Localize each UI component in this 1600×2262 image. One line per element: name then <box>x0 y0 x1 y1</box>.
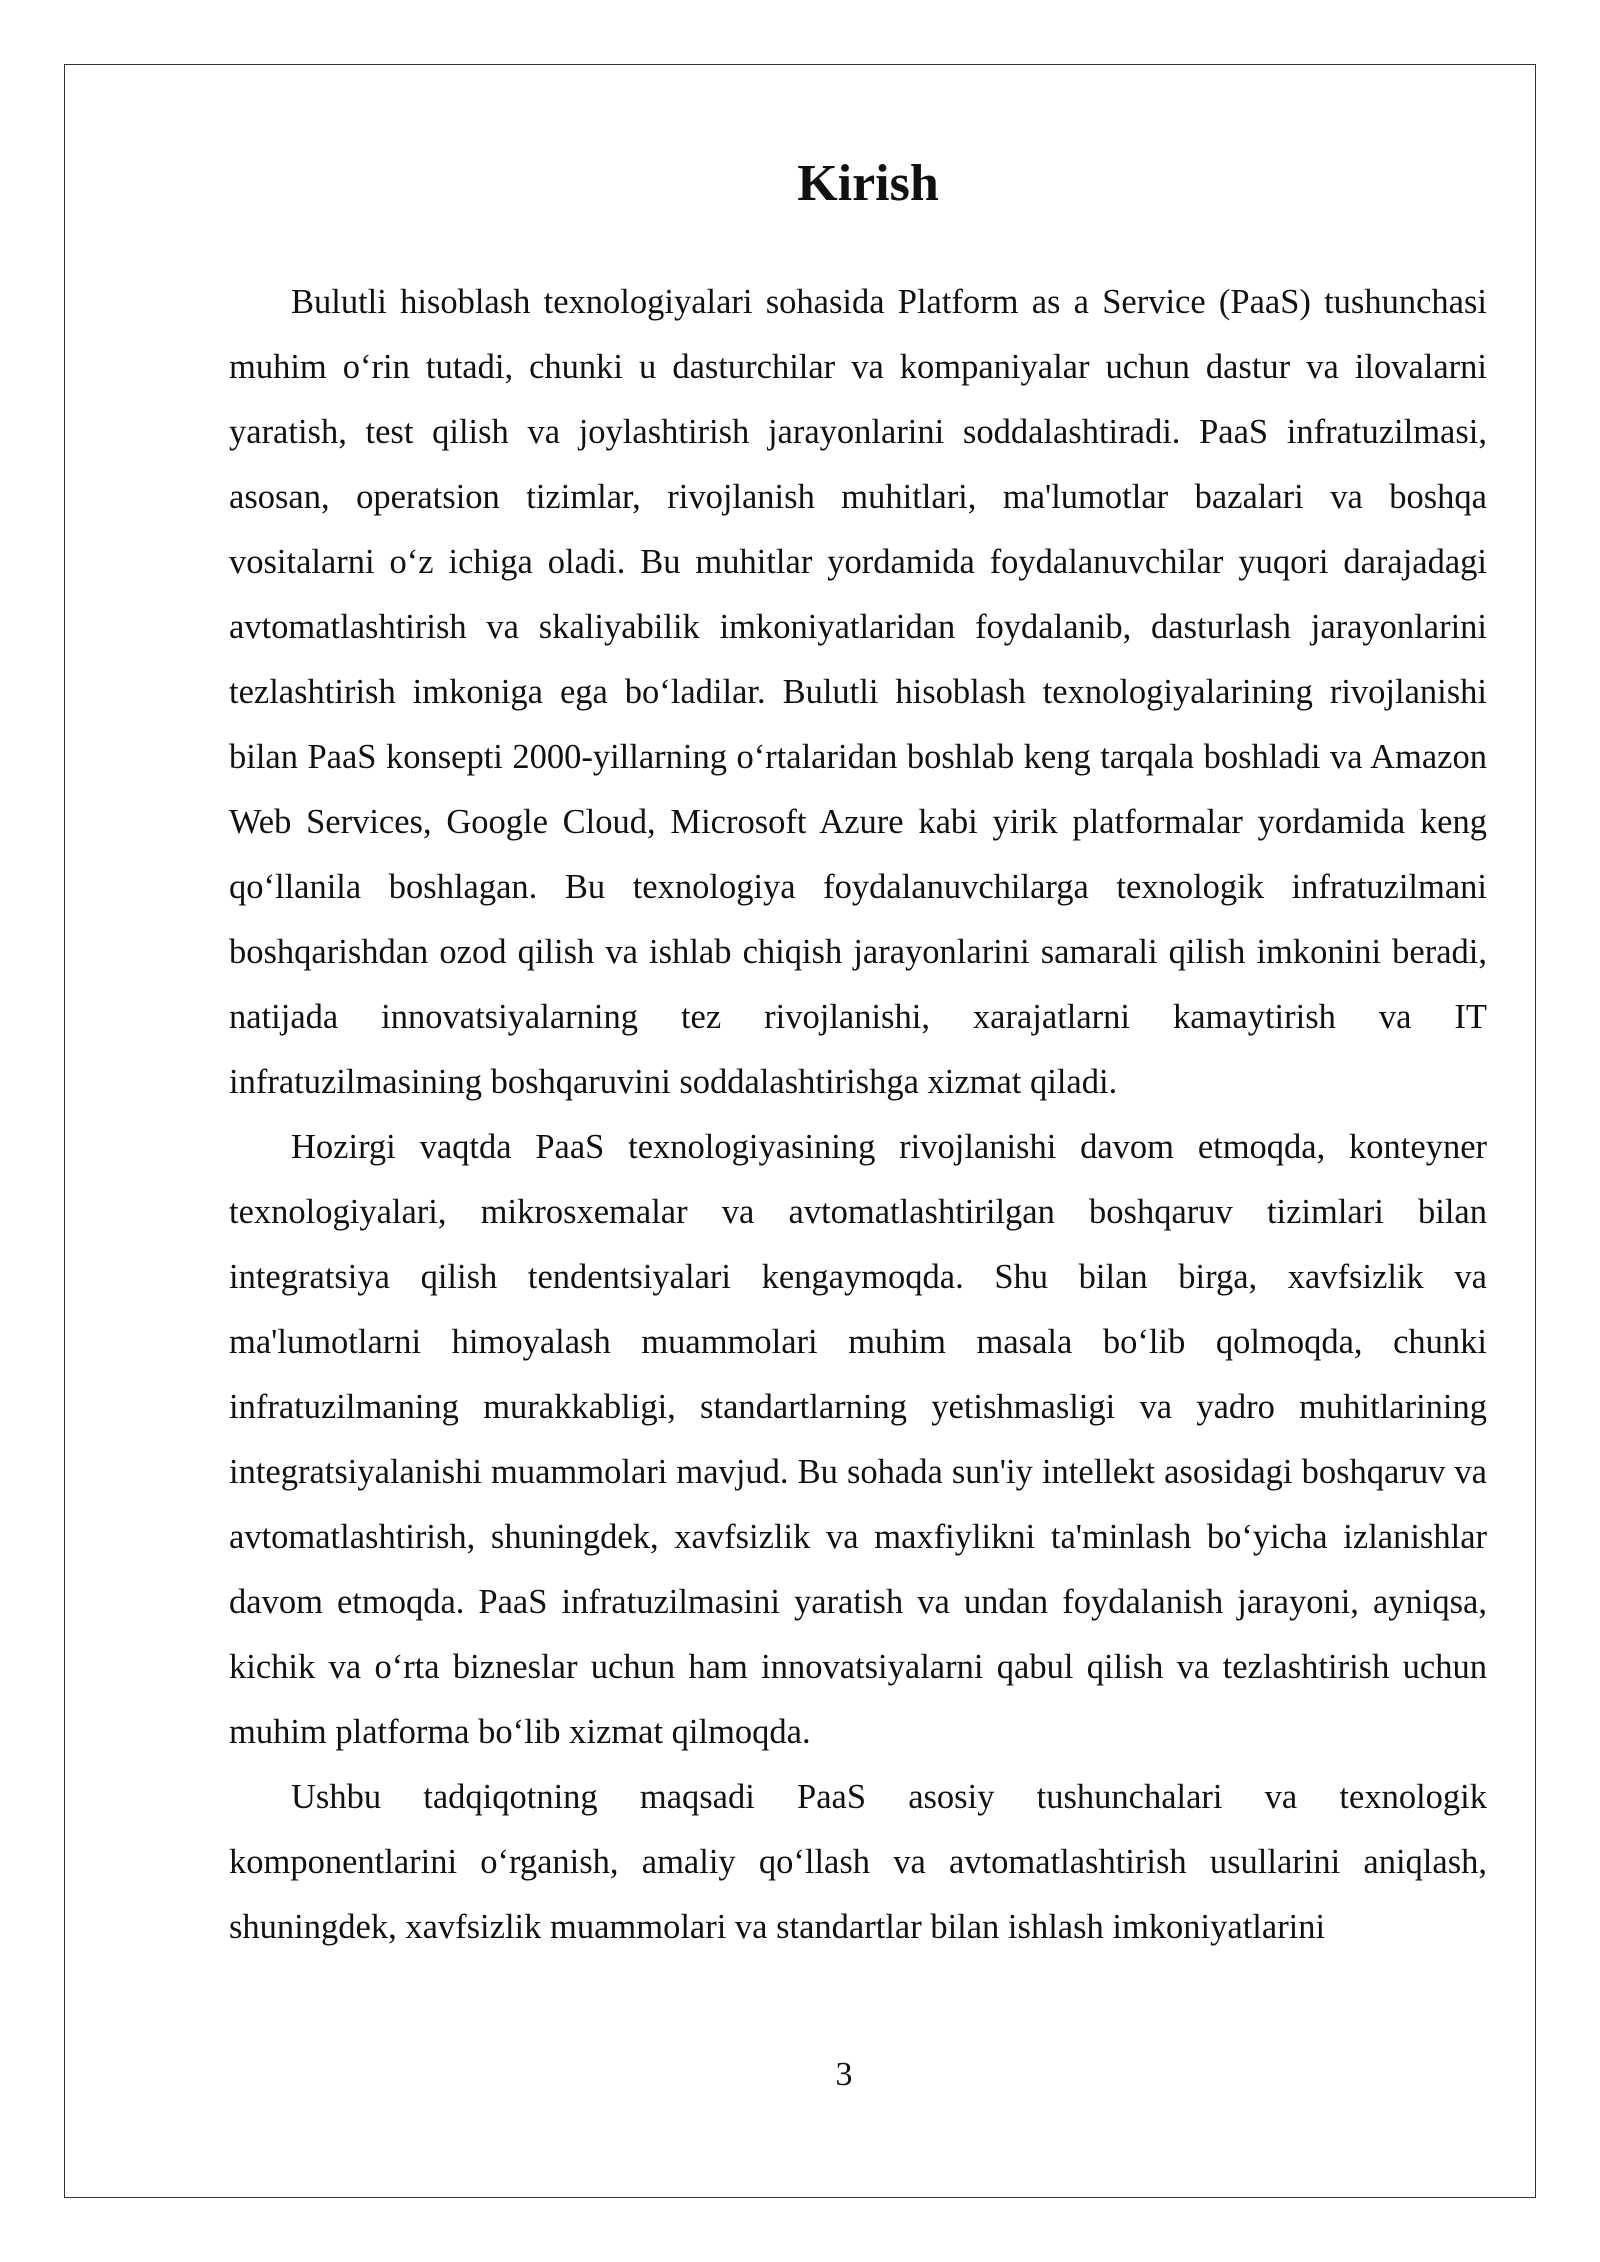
paragraph-3: Ushbu tadqiqotning maqsadi PaaS asosiy tushunchalari va texnologik komponentlarini o‘rganish, amaliy qo‘llash va avtomatlashtirish usullarini aniqlash, shuningdek, xavfsizlik muammolari va standartlar bilan ishlash imkoniyatlarini <box>229 1778 1487 1946</box>
page-number: 3 <box>835 2056 853 2093</box>
paragraph-1: Bulutli hisoblash texnologiyalari sohasida Platform as a Service (PaaS) tushunchasi muhim o‘rin tutadi, chunki u dasturchilar va kompaniyalar uchun dastur va ilovalarni yaratish, test qilish va joylashtirish jarayonlarini soddalashtiradi. PaaS infratuzilmasi, asosan, operatsion tizimlar, rivojlanish muhitlari, ma'lumotlar bazalari va boshqa vositalarni o‘z ichiga oladi. Bu muhitlar yordamida foydalanuvchilar yuqori darajadagi avtomatlashtirish va skaliyabilik imkoniyatlaridan foydalanib, dasturlash jarayonlarini tezlashtirish imkoniga ega bo‘ladilar. Bulutli hisoblash texnologiyalarining rivojlanishi bilan PaaS konsepti 2000-yillarning o‘rtalaridan boshlab keng tarqala boshladi va Amazon Web Services, Google Cloud, Microsoft Azure kabi yirik platformalar yordamida keng qo‘llanila boshlagan. Bu texnologiya foydalanuvchilarga texnologik infratuzilmani boshqarishdan ozod qilish va ishlab chiqish jarayonlarini samarali qilish imkonini beradi, natijada innovatsiyalarning tez rivojlanishi, xarajatlarni kamaytirish va IT infratuzilmasining boshqaruvini soddalashtirishga xizmat qiladi. <box>229 283 1487 1101</box>
page-content <box>229 140 1487 1960</box>
page-title: Kirish <box>797 155 939 212</box>
paragraph-2: Hozirgi vaqtda PaaS texnologiyasining rivojlanishi davom etmoqda, konteyner texnologiyalari, mikrosxemalar va avtomatlashtirilgan boshqaruv tizimlari bilan integratsiya qilish tendentsiyalari kengaymoqda. Shu bilan birga, xavfsizlik va ma'lumotlarni himoyalash muammolari muhim masala bo‘lib qolmoqda, chunki infratuzilmaning murakkabligi, standartlarning yetishmasligi va yadro muhitlarining integratsiyalanishi muammolari mavjud. Bu sohada sun'iy intellekt asosidagi boshqaruv va avtomatlashtirish, shuningdek, xavfsizlik va maxfiylikni ta'minlash bo‘yicha izlanishlar davom etmoqda. PaaS infratuzilmasini yaratish va undan foydalanish jarayoni, ayniqsa, kichik va o‘rta bizneslar uchun ham innovatsiyalarni qabul qilish va tezlashtirish uchun muhim platforma bo‘lib xizmat qilmoqda. <box>229 1128 1487 1751</box>
